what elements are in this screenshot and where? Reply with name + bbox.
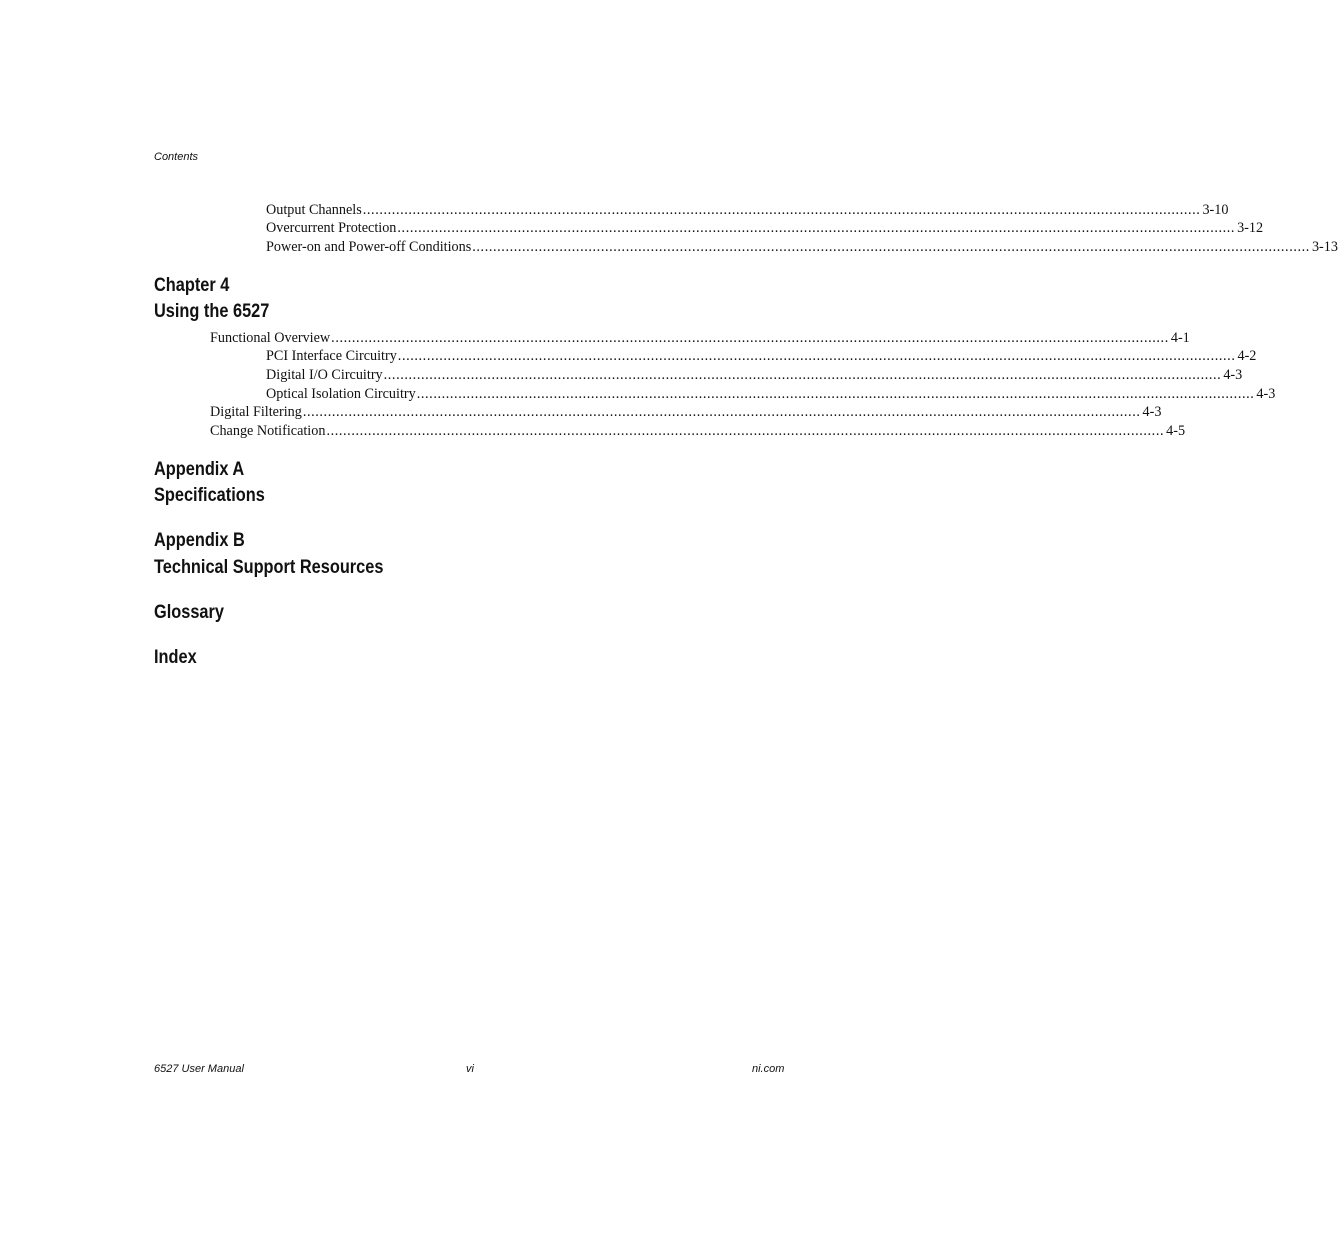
toc-page-number: 4-3	[1142, 404, 1162, 420]
footer-manual-title: 6527 User Manual	[154, 1063, 244, 1075]
toc-entry-change-notification[interactable]	[210, 422, 1186, 440]
toc-page-number: 3-12	[1237, 220, 1264, 236]
toc-leader-dots: ..........................................................................................................................................................................................................	[302, 404, 1141, 420]
toc-leader-dots: ..........................................................................................................................................................................................................	[416, 386, 1255, 402]
toc-entry-label: Overcurrent Protection	[266, 220, 397, 236]
footer-page-number: vi	[466, 1063, 474, 1075]
chapter-4-title: Using the 6527	[154, 301, 270, 322]
appendix-b-title[interactable]: Technical Support Resources	[154, 557, 384, 578]
toc-entry-label: Optical Isolation Circuitry	[266, 386, 416, 402]
toc-page-number: 3-13	[1311, 239, 1338, 255]
toc-entry-label: Power-on and Power-off Conditions	[266, 239, 472, 255]
index-heading[interactable]: Index	[154, 647, 197, 668]
toc-entry-label: Digital Filtering	[210, 404, 302, 420]
toc-entry-pci-interface[interactable]	[266, 347, 1257, 365]
appendix-b-number[interactable]: Appendix B	[154, 530, 245, 551]
toc-page-number: 4-3	[1256, 386, 1276, 402]
toc-page-number: 4-5	[1166, 423, 1186, 439]
glossary-heading[interactable]: Glossary	[154, 602, 224, 623]
chapter-4-number: Chapter 4	[154, 275, 230, 296]
toc-entry-functional-overview[interactable]	[210, 329, 1190, 347]
toc-entry-overcurrent-protection[interactable]	[266, 219, 1264, 237]
running-head: Contents	[154, 151, 199, 163]
footer-website: ni.com	[752, 1063, 785, 1075]
toc-entry-digital-io[interactable]	[266, 366, 1243, 384]
toc-page-number: 4-1	[1170, 330, 1190, 346]
toc-entry-label: PCI Interface Circuitry	[266, 348, 397, 364]
toc-leader-dots: ..........................................................................................................................................................................................................	[397, 348, 1236, 364]
toc-leader-dots: ..........................................................................................................................................................................................................	[331, 330, 1169, 346]
toc-entry-label: Functional Overview	[210, 330, 331, 346]
toc-entry-label: Digital I/O Circuitry	[266, 367, 383, 383]
toc-entry-output-channels[interactable]	[266, 201, 1229, 219]
toc-page-number: 4-2	[1237, 348, 1257, 364]
toc-leader-dots: ..........................................................................................................................................................................................................	[397, 220, 1236, 236]
toc-page-number: 4-3	[1223, 367, 1243, 383]
toc-entry-label: Change Notification	[210, 423, 326, 439]
toc-leader-dots: ..........................................................................................................................................................................................................	[326, 423, 1165, 439]
toc-entry-digital-filtering[interactable]	[210, 403, 1162, 421]
toc-entry-power-conditions[interactable]	[266, 238, 1338, 256]
appendix-a-number[interactable]: Appendix A	[154, 459, 245, 480]
toc-leader-dots: ..........................................................................................................................................................................................................	[383, 367, 1222, 383]
toc-entry-label: Output Channels	[266, 202, 362, 218]
toc-leader-dots: ..........................................................................................................................................................................................................	[362, 202, 1201, 218]
appendix-a-title[interactable]: Specifications	[154, 485, 265, 506]
toc-leader-dots: ..........................................................................................................................................................................................................	[472, 239, 1310, 255]
toc-page-number: 3-10	[1202, 202, 1229, 218]
toc-entry-optical-isolation[interactable]	[266, 385, 1276, 403]
